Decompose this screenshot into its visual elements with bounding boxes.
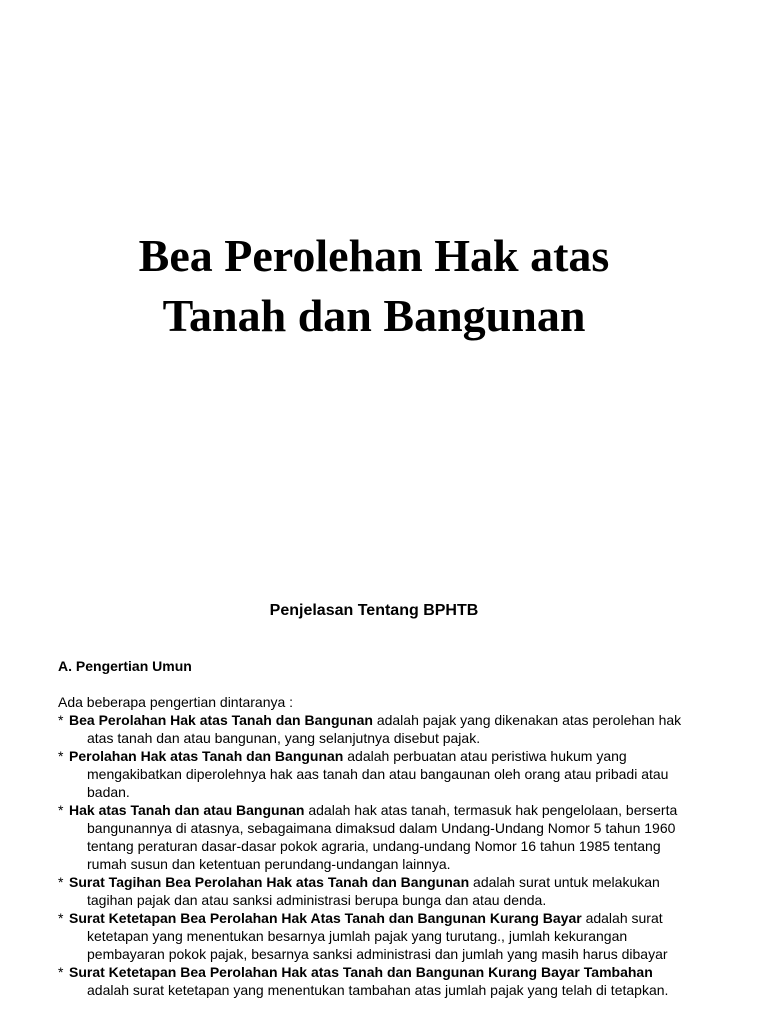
definition-item [58, 873, 698, 909]
section-heading: A. Pengertian Umun [58, 658, 192, 674]
bullet-marker: * [58, 910, 64, 926]
bullet-marker: * [58, 964, 64, 980]
bullet-marker: * [58, 874, 64, 890]
bullet-marker: * [58, 802, 64, 818]
definition-term: Bea Perolahan Hak atas Tanah dan Bangunan [69, 712, 373, 728]
spacer [58, 675, 698, 693]
definition-text: adalah surat ketetapan yang menentukan tambahan atas jumlah pajak yang telah di tetapkan. [87, 982, 669, 998]
definition-text: adalah pajak yang dikenakan atas perolehan hak atas tanah dan atau bangunan, yang selanjutnya disebut pajak. [87, 712, 682, 746]
intro-text: Ada beberapa pengertian dintaranya : [58, 694, 294, 710]
definition-term: Surat Ketetapan Bea Perolahan Hak Atas Tanah dan Bangunan Kurang Bayar [69, 910, 582, 926]
document-title [0, 226, 748, 346]
definition-text: adalah surat untuk melakukan tagihan pajak dan atau sanksi administrasi berupa bunga dan atau denda. [87, 874, 660, 908]
document-body [58, 657, 698, 999]
title-line-2: Tanah dan Bangunan [162, 290, 586, 341]
definition-term: Surat Tagihan Bea Perolahan Hak atas Tanah dan Bangunan [69, 874, 470, 890]
definition-term: Surat Ketetapan Bea Perolahan Hak atas Tanah dan Bangunan Kurang Bayar Tambahan [69, 964, 653, 980]
definition-text: adalah surat ketetapan yang menentukan besarnya jumlah pajak yang turutang., jumlah kekurangan pembayaran pokok pajak, besarnya sanksi administrasi dan jumlah yang masih harus dibayar [87, 910, 668, 962]
definition-text: adalah hak atas tanah, termasuk hak pengelolaan, berserta bangunannya di atasnya, sebagaimana dimaksud dalam Undang-Undang Nomor 5 tahun 1960 tentang peraturan dasar-dasar pokok agraria, undang-undang Nomor 16 tahun 1985 tentang rumah susun dan ketentuan perundang-undangan lainnya. [87, 802, 678, 872]
section-subtitle: Penjelasan Tentang BPHTB [269, 602, 479, 619]
definition-term: Hak atas Tanah dan atau Bangunan [69, 802, 305, 818]
title-line-1: Bea Perolehan Hak atas [138, 230, 610, 281]
definition-item [58, 963, 698, 999]
definition-text: adalah perbuatan atau peristiwa hukum yang mengakibatkan diperolehnya hak aas tanah dan atau bangaunan oleh orang atau pribadi atau badan. [87, 748, 669, 800]
definition-item [58, 801, 698, 873]
definition-item [58, 711, 698, 747]
bullet-marker: * [58, 748, 64, 764]
definition-term: Perolahan Hak atas Tanah dan Bangunan [69, 748, 344, 764]
bullet-marker: * [58, 712, 64, 728]
definition-item [58, 909, 698, 963]
definition-item [58, 747, 698, 801]
